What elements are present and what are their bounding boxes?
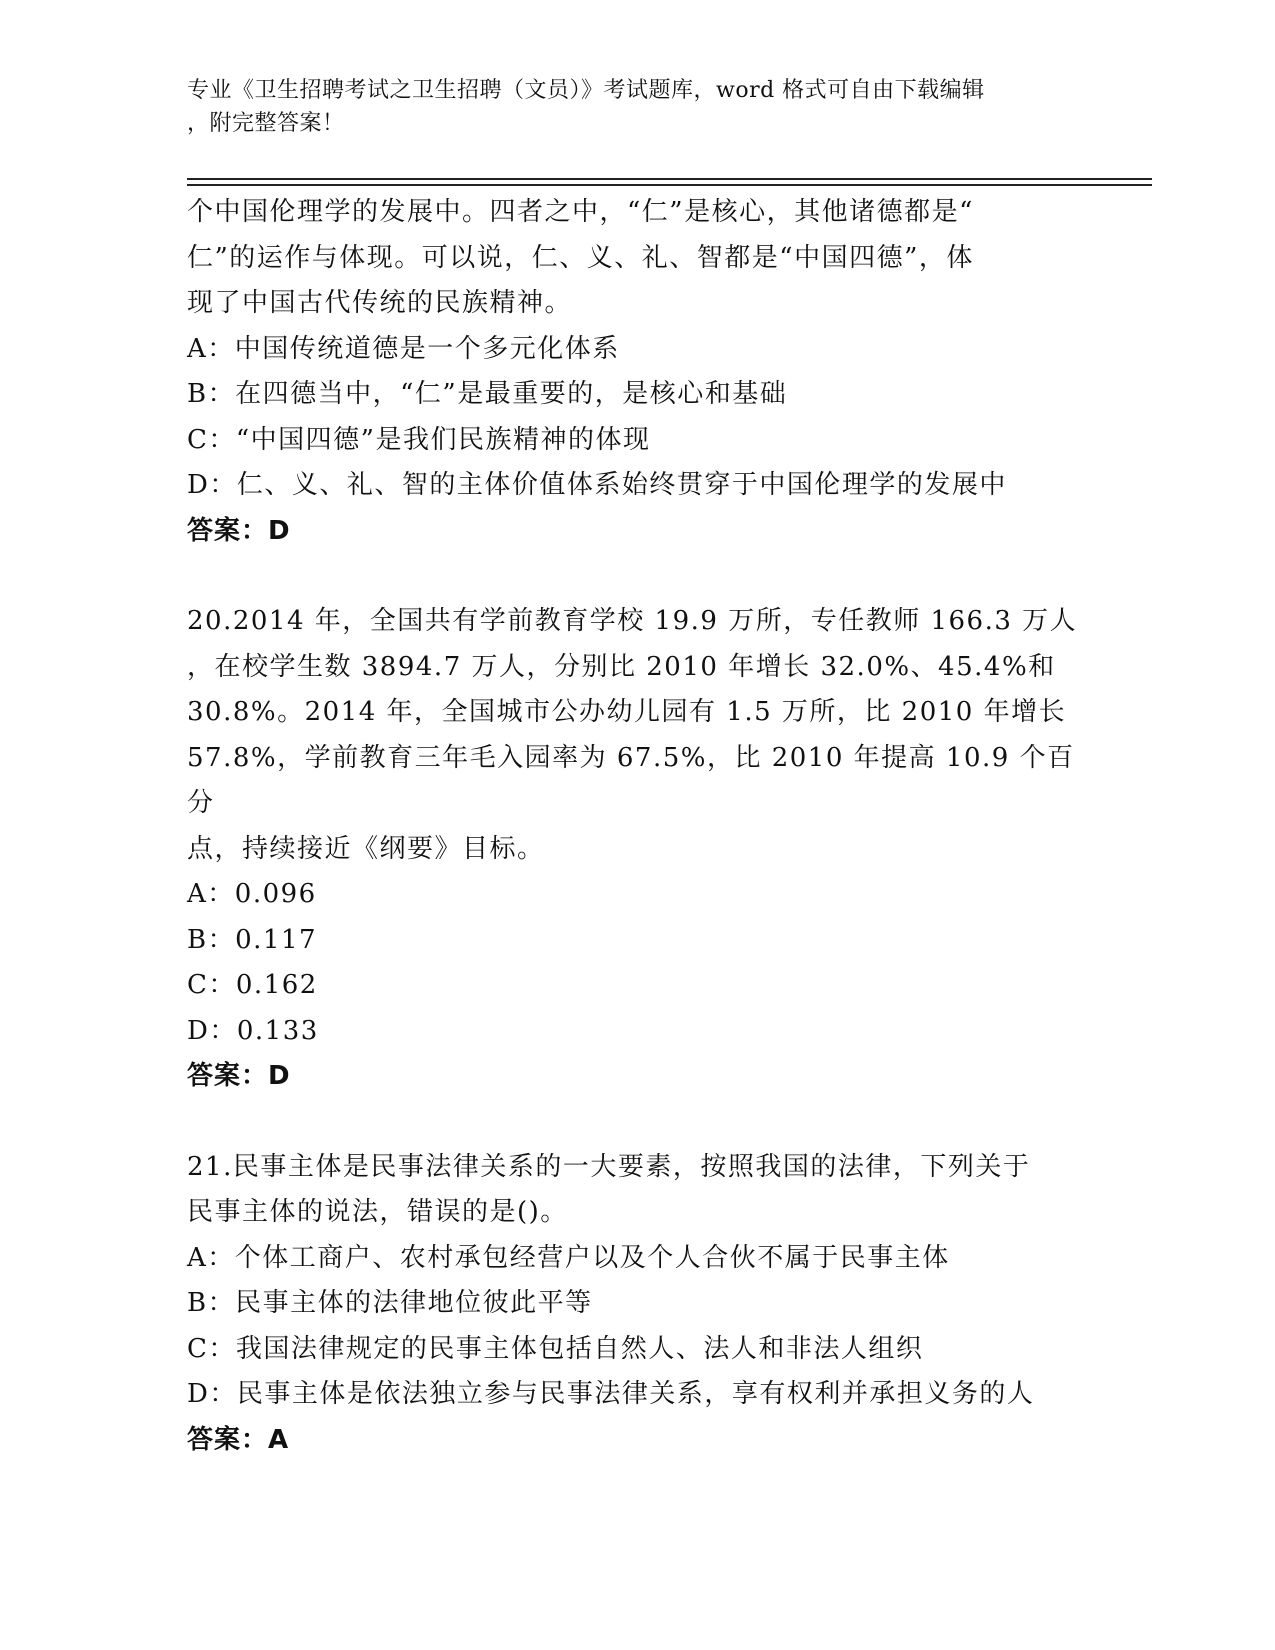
- spacer: [187, 554, 1087, 599]
- option-a: A：中国传统道德是一个多元化体系: [187, 333, 620, 364]
- question-text-line: 点，持续接近《纲要》目标。: [187, 833, 545, 864]
- option-a: A：0.096: [187, 879, 317, 909]
- option-c: C：0.162: [187, 970, 318, 1000]
- question-20: [187, 599, 1087, 1100]
- option-b: B：民事主体的法律地位彼此平等: [187, 1288, 593, 1318]
- question-text-line: ，在校学生数 3894.7 万人，分别比 2010 年增长 32.0%、45.4%和: [187, 651, 1056, 682]
- header-rule-top: [187, 178, 1152, 180]
- question-text-line: 现了中国古代传统的民族精神。: [187, 288, 573, 318]
- option-d: D：0.133: [187, 1015, 319, 1046]
- question-text-line: 民事主体的说法，错误的是()。: [187, 1197, 568, 1227]
- option-c: C：我国法律规定的民事主体包括自然人、法人和非法人组织: [187, 1333, 924, 1364]
- question-text-line: 30.8%。2014 年，全国城市公办幼儿园有 1.5 万所，比 2010 年增长: [187, 697, 1067, 727]
- page-header: [187, 74, 1067, 140]
- header-line-2: ，附完整答案！: [187, 111, 345, 136]
- question-text-line: 20.2014 年，全国共有学前教育学校 19.9 万所，专任教师 166.3 万人: [187, 606, 1078, 636]
- option-c: C：“中国四德”是我们民族精神的体现: [187, 424, 651, 455]
- option-d: D：仁、义、礼、智的主体价值体系始终贯穿于中国伦理学的发展中: [187, 470, 1007, 500]
- header-line-1: 专业《卫生招聘考试之卫生招聘（文员）》考试题库，word 格式可自由下载编辑: [187, 78, 985, 103]
- option-b: B：0.117: [187, 924, 318, 955]
- option-d: D：民事主体是依法独立参与民事法律关系，享有权利并承担义务的人: [187, 1379, 1035, 1409]
- question-text-line: 个中国伦理学的发展中。四者之中，“仁”是核心，其他诸德都是“: [187, 197, 974, 227]
- spacer: [187, 1100, 1087, 1145]
- page-content: [187, 190, 1087, 1463]
- question-text-line: 57.8%，学前教育三年毛入园率为 67.5%，比 2010 年提高 10.9 个百分: [187, 742, 1075, 818]
- header-rule-bottom: [187, 184, 1152, 186]
- question-text-line: 21.民事主体是民事法律关系的一大要素，按照我国的法律，下列关于: [187, 1151, 1031, 1182]
- answer: 答案：D: [187, 515, 291, 546]
- question-21: [187, 1145, 1087, 1464]
- answer: 答案：D: [187, 1061, 291, 1091]
- question-19: [187, 190, 1087, 554]
- option-a: A：个体工商户、农村承包经营户以及个人合伙不属于民事主体: [187, 1242, 950, 1273]
- option-b: B：在四德当中，“仁”是最重要的，是核心和基础: [187, 379, 788, 409]
- answer: 答案：A: [187, 1424, 290, 1455]
- question-text-line: 仁”的运作与体现。可以说，仁、义、礼、智都是“中国四德”，体: [187, 242, 974, 273]
